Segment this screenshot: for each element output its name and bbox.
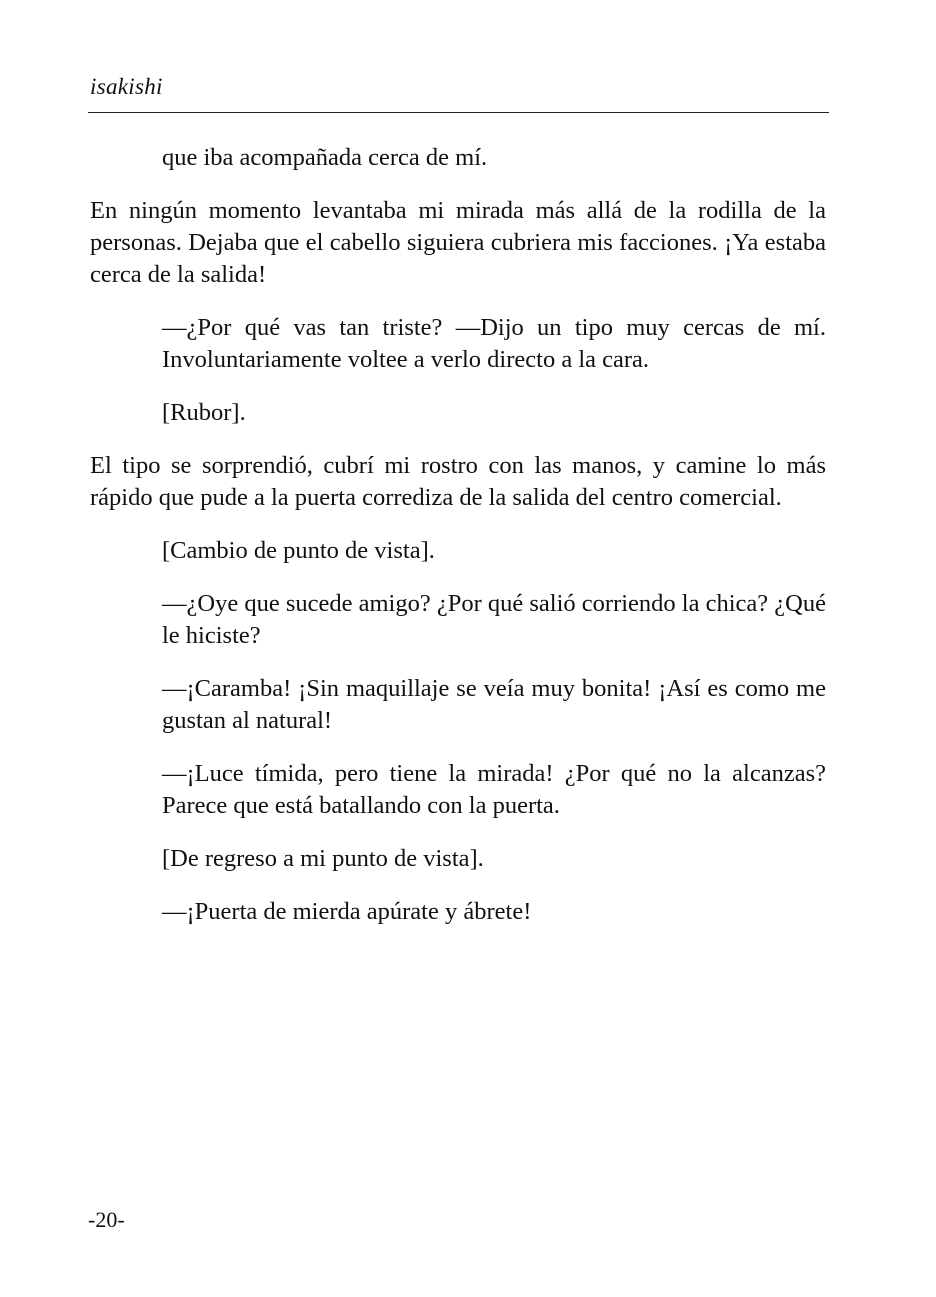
paragraph: —¿Por qué vas tan triste? —Dijo un tipo muy cercas de mí. Involuntariamente voltee a verlo directo a la cara. bbox=[162, 314, 826, 373]
paragraph: —¡Luce tímida, pero tiene la mirada! ¿Por qué no la alcanzas? Parece que está batallando con la puerta. bbox=[162, 760, 826, 819]
paragraph: [Rubor]. bbox=[162, 399, 246, 426]
running-header bbox=[88, 72, 829, 113]
page-body bbox=[90, 142, 826, 949]
paragraph: En ningún momento levantaba mi mirada más allá de la rodilla de la personas. Dejaba que el cabello siguiera cubriera mis facciones. ¡Ya estaba cerca de la salida! bbox=[90, 197, 826, 288]
header-title: isakishi bbox=[90, 74, 163, 99]
paragraph: [Cambio de punto de vista]. bbox=[162, 537, 435, 564]
paragraph: [De regreso a mi punto de vista]. bbox=[162, 845, 484, 872]
paragraph: El tipo se sorprendió, cubrí mi rostro con las manos, y camine lo más rápido que pude a la puerta corrediza de la salida del centro comercial. bbox=[90, 452, 826, 511]
paragraph: —¡Caramba! ¡Sin maquillaje se veía muy bonita! ¡Así es como me gustan al natural! bbox=[162, 675, 826, 734]
page-number: -20- bbox=[88, 1207, 125, 1232]
paragraph: —¡Puerta de mierda apúrate y ábrete! bbox=[162, 898, 532, 925]
paragraph: —¿Oye que sucede amigo? ¿Por qué salió corriendo la chica? ¿Qué le hiciste? bbox=[162, 590, 826, 649]
paragraph: que iba acompañada cerca de mí. bbox=[162, 144, 488, 171]
